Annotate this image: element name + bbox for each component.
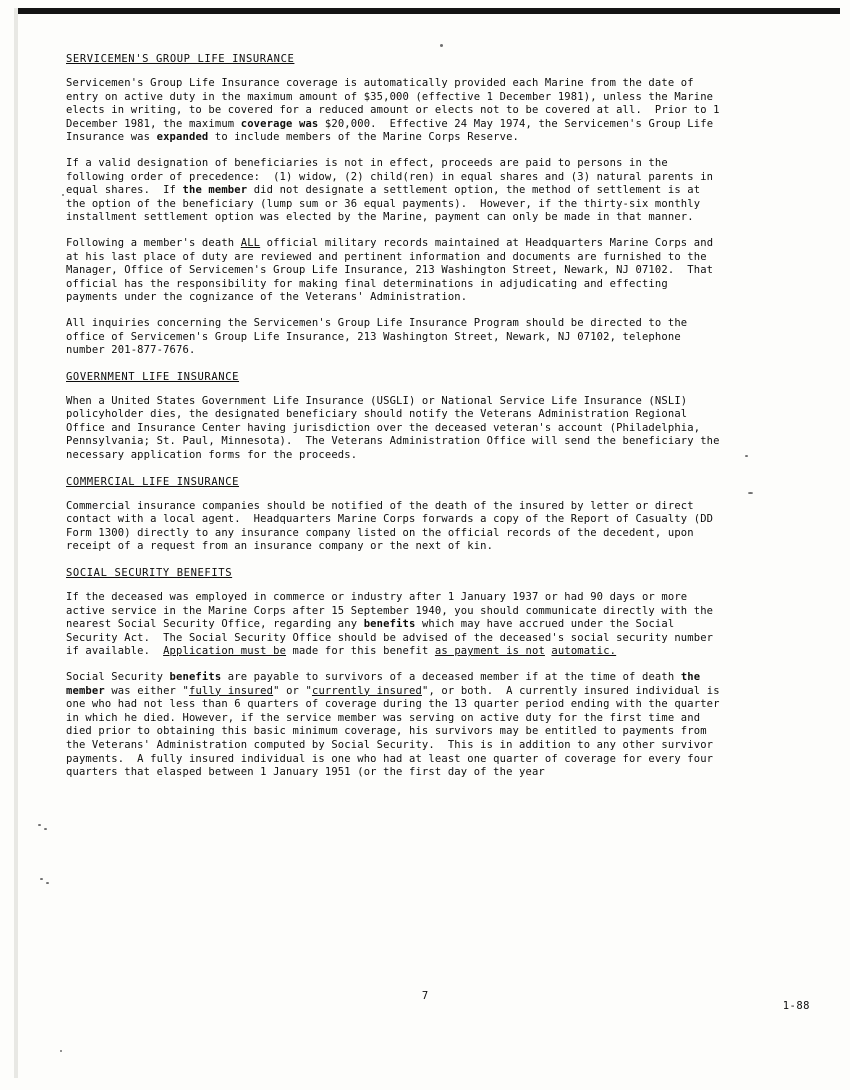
scan-speck <box>745 455 748 457</box>
paragraph: When a United States Government Life Insurance (USGLI) or National Service Life Insurance (NSLI) policyholder dies, the designated beneficiary should notify the Veterans Administration Regional Office and Insurance Center having jurisdiction over the deceased veteran's account (Philadelphia, Pennsylvania; St. Paul, Minnesota). The Veterans Administration Office will send the beneficiary the necessary application forms for the proceeds. <box>66 394 727 462</box>
section-heading-sgli: SERVICEMEN'S GROUP LIFE INSURANCE <box>66 53 295 65</box>
paragraph: All inquiries concerning the Servicemen's Group Life Insurance Program should be directed to the office of Servicemen's Group Life Insurance, 213 Washington Street, Newark, NJ 07102, telephone number 201-877-7676. <box>66 316 694 357</box>
scan-speck <box>440 44 443 47</box>
paragraph: If the deceased was employed in commerce or industry after 1 January 1937 or had 90 days or more active service in the Marine Corps after 15 September 1940, you should communicate directly with the nearest Social Security Office, regarding any benefits which may have accrued under the Social Security Act. The Social Security Office should be advised of the deceased's social security number if available. Application must be made for this benefit as payment is not automatic. <box>66 591 720 658</box>
scan-speck <box>38 824 41 826</box>
paragraph: If a valid designation of beneficiaries is not in effect, proceeds are paid to persons in the following order of precedence: (1) widow, (2) child(ren) in equal shares and (3) natural parents in equal shares. If the member did not designate a settlement option, the method of settlement is at the option of the beneficiary (lump sum or 36 equal payments). However, if the thirty-six monthly installment settlement option was elected by the Marine, payment can only be made in that manner. <box>66 156 720 224</box>
scan-speck <box>62 194 64 196</box>
paragraph: Following a member's death ALL official military records maintained at Headquarters Marine Corps and at his last place of duty are reviewed and pertinent information and documents are furnished to the Manager, Office of Servicemen's Group Life Insurance, 213 Washington Street, Newark, NJ 07102. That official has the responsibility for making final determinations in adjudicating and effecting payments under the cognizance of the Veterans' Administration. <box>66 236 720 304</box>
document-body <box>66 52 726 792</box>
scan-speck <box>60 1050 62 1052</box>
paragraph: Commercial insurance companies should be notified of the death of the insured by letter or direct contact with a local agent. Headquarters Marine Corps forwards a copy of the Report of Casualty (DD Form 1300) directly to any insurance company listed on the official records of the decedent, upon receipt of a request from an insurance company or the next of kin. <box>66 499 720 553</box>
paragraph: Servicemen's Group Life Insurance coverage is automatically provided each Marine from the date of entry on active duty in the maximum amount of $35,000 (effective 1 December 1981), unless the Marine elects in writing, to be covered for a reduced amount or elects not to be covered at all. Prior to 1 December 1981, the maximum coverage was $20,000. Effective 24 May 1974, the Servicemen's Group Life Insurance was expanded to include members of the Marine Corps Reserve. <box>66 77 727 144</box>
scan-speck <box>46 882 49 884</box>
scan-artifact-left-edge <box>14 8 18 1078</box>
section-heading-social-security-benefits: SOCIAL SECURITY BENEFITS <box>66 567 233 580</box>
scan-speck <box>748 492 753 494</box>
scan-speck <box>40 878 43 880</box>
scan-speck <box>44 828 47 830</box>
section-heading-commercial-life-insurance: COMMERCIAL LIFE INSURANCE <box>66 475 240 488</box>
paragraph: Social Security benefits are payable to survivors of a deceased member if at the time of death the member was either "fully insured" or "currently insured", or both. A currently insured individual is one who had not less than 6 quarters of coverage during the 13 quarter period ending with the quarter in which he died. However, if the service member was serving on active duty for the first time and died prior to obtaining this basic minimum coverage, his survivors may be entitled to payments from the Veterans' Administration computed by Social Security. This is in addition to any other survivor payments. A fully insured individual is one who had at least one quarter of coverage for every four quarters that elasped between 1 January 1951 (or the first day of the year <box>66 671 727 779</box>
page-number: 7 <box>421 990 429 1002</box>
scan-artifact-top-edge <box>14 8 840 14</box>
document-identifier: 1-88 <box>782 1000 810 1012</box>
section-heading-government-life-insurance: GOVERNMENT LIFE INSURANCE <box>66 370 240 383</box>
